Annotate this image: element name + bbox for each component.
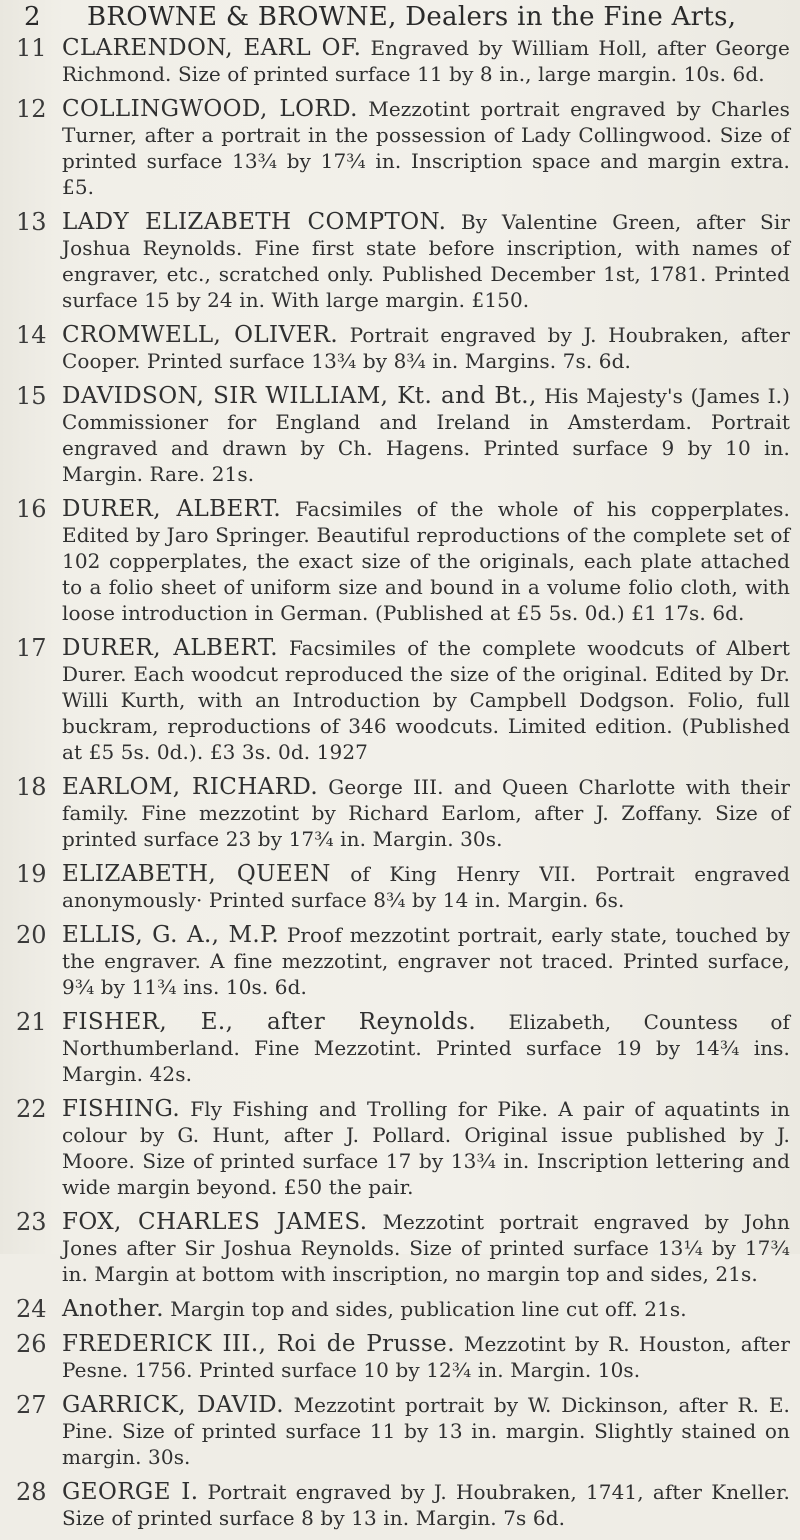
entry-text: of King Henry VII. Portrait engraved anonymously· Printed surface 8¾ by 14 in. Margin. 6s. (62, 862, 790, 912)
entry-description (62, 1296, 790, 1322)
entry-description (62, 1009, 790, 1087)
entry-text: Mezzotint portrait engraved by John Jones after Sir Joshua Reynolds. Size of printed surface 13¼ by 17¾ in. Margin at bottom with inscription, no margin top and sides, 21s. (62, 1210, 791, 1286)
catalogue-entry (0, 496, 800, 626)
entry-heading: CROMWELL, OLIVER. (62, 322, 339, 348)
entry-heading: EARLOM, RICHARD. (62, 774, 319, 800)
entry-description (62, 322, 790, 374)
entry-description (62, 1209, 790, 1287)
entry-heading: FISHING. (62, 1096, 181, 1122)
entry-text: By Valentine Green, after Sir Joshua Reynolds. Fine first state before inscription, with names of engraver, etc., scratched only. Published December 1st, 1781. Printed surface 15 by 24 in. With large margin. £150. (62, 210, 790, 312)
catalogue-entry (0, 922, 800, 1000)
lot-number: 24 (16, 1295, 47, 1323)
entry-text: George III. and Queen Charlotte with their family. Fine mezzotint by Richard Earlom, after J. Zoffany. Size of printed surface 23 by 17¾ in. Margin. 30s. (62, 775, 790, 851)
page-header (0, 2, 800, 32)
entry-heading: LADY ELIZABETH COMPTON. (62, 209, 447, 235)
catalogue-entry (0, 1009, 800, 1087)
lot-number: 18 (16, 773, 47, 801)
entry-description (62, 922, 790, 1000)
entry-text: Mezzotint portrait engraved by Charles Turner, after a portrait in the possession of Lady Collingwood. Size of printed surface 13¾ by 17¾ in. Inscription space and margin extra. £5. (62, 97, 791, 199)
catalogue-entry (0, 209, 800, 313)
catalogue-entry (0, 1331, 800, 1383)
entry-text: Portrait engraved by J. Houbraken, after Cooper. Printed surface 13¾ by 8¾ in. Margins. 7s. 6d. (62, 323, 790, 373)
lot-number: 19 (16, 860, 47, 888)
lot-number: 13 (16, 208, 47, 236)
lot-number: 22 (16, 1095, 47, 1123)
entry-heading: ELIZABETH, QUEEN (62, 861, 331, 887)
entry-description (62, 774, 790, 852)
lot-number: 21 (16, 1008, 47, 1036)
entry-heading: FOX, CHARLES JAMES. (62, 1209, 368, 1235)
entry-description (62, 1096, 790, 1200)
entry-description (62, 1331, 790, 1383)
catalogue-entry (0, 1392, 800, 1470)
entry-heading: GEORGE I. (62, 1479, 199, 1505)
entry-heading: Another. (62, 1296, 164, 1322)
entry-text: Mezzotint by R. Houston, after Pesne. 1756. Printed surface 10 by 12¾ in. Margin. 10s. (62, 1332, 790, 1382)
entry-description (62, 1479, 790, 1531)
entry-text: Engraved by William Holl, after George Richmond. Size of printed surface 11 by 8 in., large margin. 10s. 6d. (62, 36, 790, 86)
catalogue-entry (0, 35, 800, 87)
lot-number: 12 (16, 95, 47, 123)
lot-number: 23 (16, 1208, 47, 1236)
entry-description (62, 861, 790, 913)
lot-number: 27 (16, 1391, 47, 1419)
catalogue-entry (0, 322, 800, 374)
catalogue-entry (0, 383, 800, 487)
entry-description (62, 496, 790, 626)
entry-text: Facsimiles of the whole of his copperplates. Edited by Jaro Springer. Beautiful reproductions of the complete set of 102 copperplates, the exact size of the originals, each plate attached to a folio sheet of uniform size and bound in a volume folio cloth, with loose introduction in German. (Published at £5 5s. 0d.) £1 17s. 6d. (62, 497, 790, 625)
catalogue-entries (0, 35, 800, 1540)
entry-heading: DURER, ALBERT. (62, 635, 278, 661)
lot-number: 28 (16, 1478, 47, 1506)
entry-description (62, 35, 790, 87)
lot-number: 15 (16, 382, 47, 410)
entry-text: Mezzotint portrait by W. Dickinson, after R. E. Pine. Size of printed surface 11 by 13 in. margin. Slightly stained on margin. 30s. (62, 1393, 791, 1469)
entry-description (62, 1392, 790, 1470)
entry-text: Proof mezzotint portrait, early state, touched by the engraver. A fine mezzotint, engraver not traced. Printed surface, 9¾ by 11¾ ins. 10s. 6d. (62, 923, 790, 999)
entry-heading: FISHER, E., after Reynolds. (62, 1009, 477, 1035)
lot-number: 16 (16, 495, 47, 523)
lot-number: 14 (16, 321, 47, 349)
entry-text: Facsimiles of the complete woodcuts of Albert Durer. Each woodcut reproduced the size of the original. Edited by Dr. Willi Kurth, with an Introduction by Campbell Dodgson. Folio, full buckram, reproductions of 346 woodcuts. Limited edition. (Published at £5 5s. 0d.). £3 3s. 0d. 1927 (62, 636, 790, 764)
entry-heading: DAVIDSON, SIR WILLIAM, Kt. and Bt., (62, 383, 537, 409)
catalogue-entry (0, 1479, 800, 1531)
entry-description (62, 635, 790, 765)
entry-description (62, 209, 790, 313)
catalogue-entry (0, 861, 800, 913)
catalogue-entry (0, 1096, 800, 1200)
entry-heading: CLARENDON, EARL OF. (62, 35, 362, 61)
lot-number: 17 (16, 634, 47, 662)
entry-heading: COLLINGWOOD, LORD. (62, 96, 358, 122)
entry-description (62, 383, 790, 487)
entry-heading: DURER, ALBERT. (62, 496, 282, 522)
lot-number: 20 (16, 921, 47, 949)
entry-text: Elizabeth, Countess of Northumberland. Fine Mezzotint. Printed surface 19 by 14¾ ins. Margin. 42s. (62, 1010, 790, 1086)
page-running-title: BROWNE & BROWNE, Dealers in the Fine Arts, (87, 2, 737, 32)
catalogue-entry (0, 635, 800, 765)
entry-heading: FREDERICK III., Roi de Prusse. (62, 1331, 455, 1357)
entry-text: His Majesty's (James I.) Commissioner for England and Ireland in Amsterdam. Portrait engraved and drawn by Ch. Hagens. Printed surface 9 by 10 in. Margin. Rare. 21s. (62, 384, 790, 486)
entry-description (62, 96, 790, 200)
lot-number: 11 (16, 34, 47, 62)
catalogue-entry (0, 774, 800, 852)
lot-number: 26 (16, 1330, 47, 1358)
entry-text: Margin top and sides, publication line cut off. 21s. (170, 1297, 687, 1321)
catalogue-entry (0, 96, 800, 200)
entry-heading: GARRICK, DAVID. (62, 1392, 284, 1418)
catalogue-entry (0, 1296, 800, 1322)
entry-heading: ELLIS, G. A., M.P. (62, 922, 280, 948)
catalogue-entry (0, 1209, 800, 1287)
entry-text: Portrait engraved by J. Houbraken, 1741, after Kneller. Size of printed surface 8 by 13 in. Margin. 7s 6d. (62, 1480, 791, 1530)
entry-text: Fly Fishing and Trolling for Pike. A pair of aquatints in colour by G. Hunt, after J. Pollard. Original issue published by J. Moore. Size of printed surface 17 by 13¾ in. Inscription lettering and wide margin beyond. £50 the pair. (62, 1097, 790, 1199)
page-number: 2 (24, 2, 41, 32)
